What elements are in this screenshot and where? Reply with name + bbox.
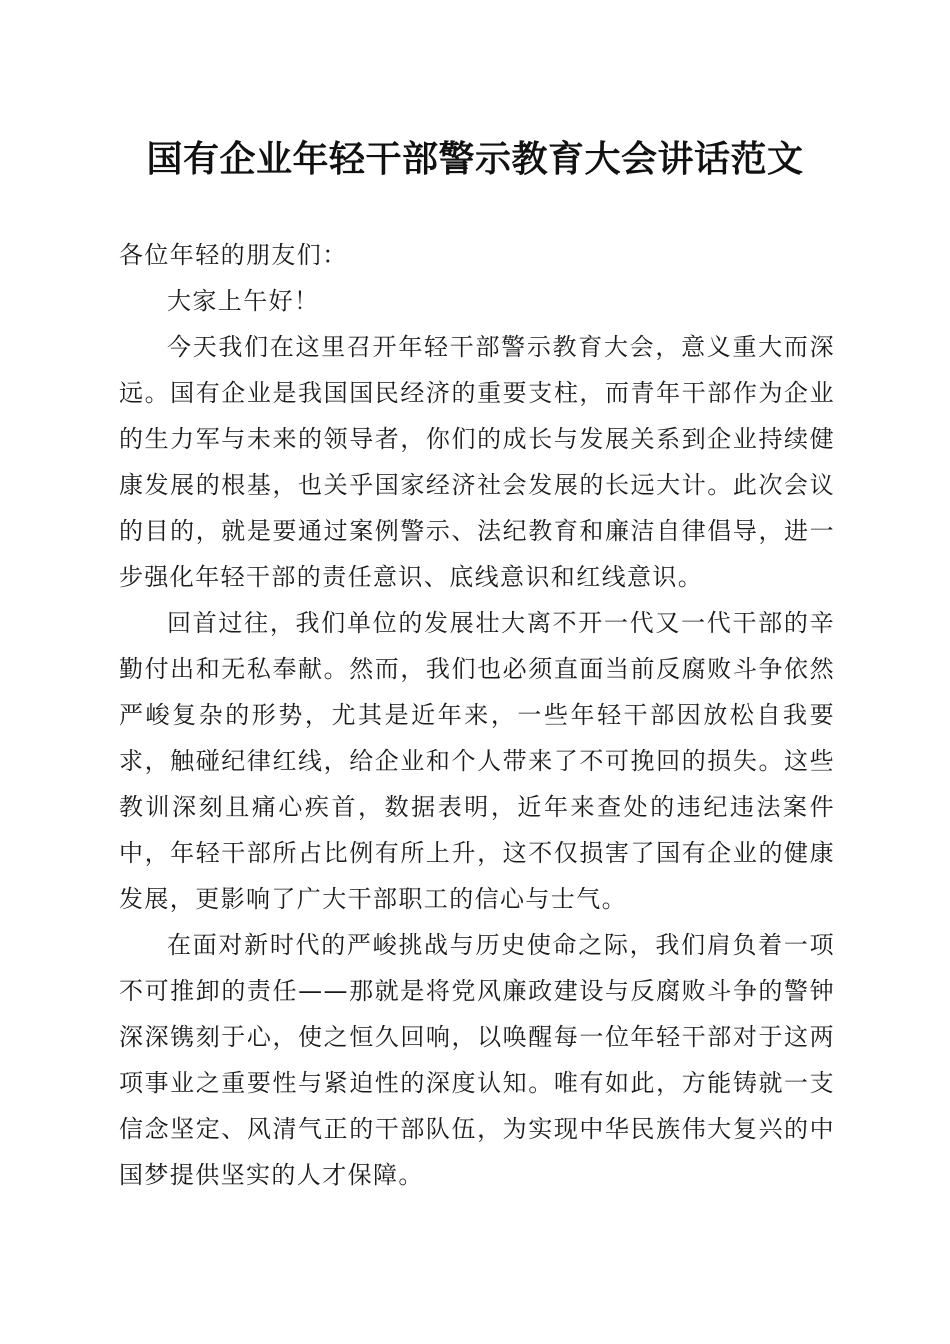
body-paragraph-3: 在面对新时代的严峻挑战与历史使命之际，我们肩负着一项不可推卸的责任——那就是将党风廉政建设与反腐败斗争的警钟深深镌刻于心，使之恒久回响，以唤醒每一位年轻干部对于这两项事业之重要性与紧迫性的深度认知。唯有如此，方能铸就一支信念坚定、风清气正的干部队伍，为实现中华民族伟大复兴的中国梦提供坚实的人才保障。 (119, 931, 835, 1189)
document-title: 国有企业年轻干部警示教育大会讲话范文 (146, 138, 804, 180)
document-body (119, 232, 835, 1198)
body-paragraph-1: 今天我们在这里召开年轻干部警示教育大会，意义重大而深远。国有企业是我国国民经济的重要支柱，而青年干部作为企业的生力军与未来的领导者，你们的成长与发展关系到企业持续健康发展的根基，也关乎国家经济社会发展的长远大计。此次会议的目的，就是要通过案例警示、法纪教育和廉洁自律倡导，进一步强化年轻干部的责任意识、底线意识和红线意识。 (119, 333, 835, 591)
salutation: 各位年轻的朋友们： (119, 241, 348, 269)
greeting-paragraph: 大家上午好！ (167, 287, 320, 315)
body-paragraph-2: 回首过往，我们单位的发展壮大离不开一代又一代干部的辛勤付出和无私奉献。然而，我们也必须直面当前反腐败斗争依然严峻复杂的形势，尤其是近年来，一些年轻干部因放松自我要求，触碰纪律红线，给企业和个人带来了不可挽回的损失。这些教训深刻且痛心疾首，数据表明，近年来查处的违纪违法案件中，年轻干部所占比例有所上升，这不仅损害了国有企业的健康发展，更影响了广大干部职工的信心与士气。 (119, 609, 835, 913)
